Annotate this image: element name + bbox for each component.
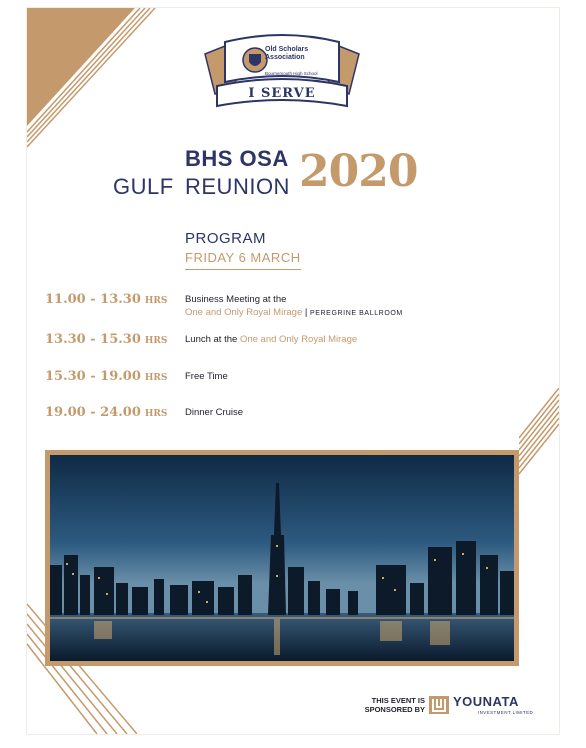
reunion-flyer <box>27 8 559 734</box>
sponsor-caption <box>349 696 425 714</box>
title-year: 2020 <box>299 146 418 197</box>
description-prefix: Lunch at the <box>185 334 240 345</box>
sponsor-name: YOUNATA <box>453 694 519 709</box>
schedule-time <box>45 292 167 307</box>
association-emblem <box>197 24 367 110</box>
emblem-name-line1: Old Scholars <box>265 46 309 53</box>
time-range: 19.00 - 24.00 <box>45 405 141 420</box>
sponsor-subtitle: INVESTMENT LIMITED <box>478 710 534 715</box>
emblem-association-name <box>265 46 308 62</box>
venue-room: PEREGRINE BALLROOM <box>309 310 403 317</box>
schedule-description <box>185 293 403 320</box>
time-unit: HRS <box>144 336 168 346</box>
emblem-name-line2: Association <box>265 54 305 61</box>
skyline-photo-frame <box>45 450 519 666</box>
decorative-stripes-right <box>519 388 559 508</box>
program-heading: PROGRAM <box>185 230 267 247</box>
title-gulf: GULF <box>113 174 174 199</box>
dubai-skyline-photo <box>50 455 514 661</box>
time-unit: HRS <box>144 409 168 419</box>
time-range: 13.30 - 15.30 <box>45 332 141 347</box>
venue-separator: | <box>302 307 310 318</box>
skyline-illustration <box>50 455 514 661</box>
venue-name: One and Only Royal Mirage <box>239 334 358 345</box>
title-reunion: REUNION <box>185 174 290 199</box>
emblem-motto: I SERVE <box>248 86 316 101</box>
time-range: 15.30 - 19.00 <box>45 369 141 384</box>
schedule-description: Dinner Cruise <box>185 407 244 418</box>
time-unit: HRS <box>144 296 168 306</box>
schedule-time <box>45 405 167 420</box>
venue-name: One and Only Royal Mirage <box>185 307 303 318</box>
younata-logo-icon <box>429 696 449 714</box>
time-range: 11.00 - 13.30 <box>45 292 141 307</box>
program-date: FRIDAY 6 MARCH <box>185 250 301 270</box>
time-unit: HRS <box>144 373 168 383</box>
schedule-description <box>185 333 357 346</box>
schedule-description: Free Time <box>185 371 228 382</box>
description-line1: Business Meeting at the <box>185 294 287 305</box>
sponsor-caption-line2: SPONSORED BY <box>364 705 425 714</box>
schedule-time <box>45 369 167 384</box>
schedule-time <box>45 332 167 347</box>
title-bhs-osa: BHS OSA <box>185 146 289 171</box>
sponsor-caption-line1: THIS EVENT IS <box>371 696 425 705</box>
emblem-school-name: Bournemouth High School <box>265 71 318 76</box>
decorative-stripes-top-left <box>27 8 157 148</box>
